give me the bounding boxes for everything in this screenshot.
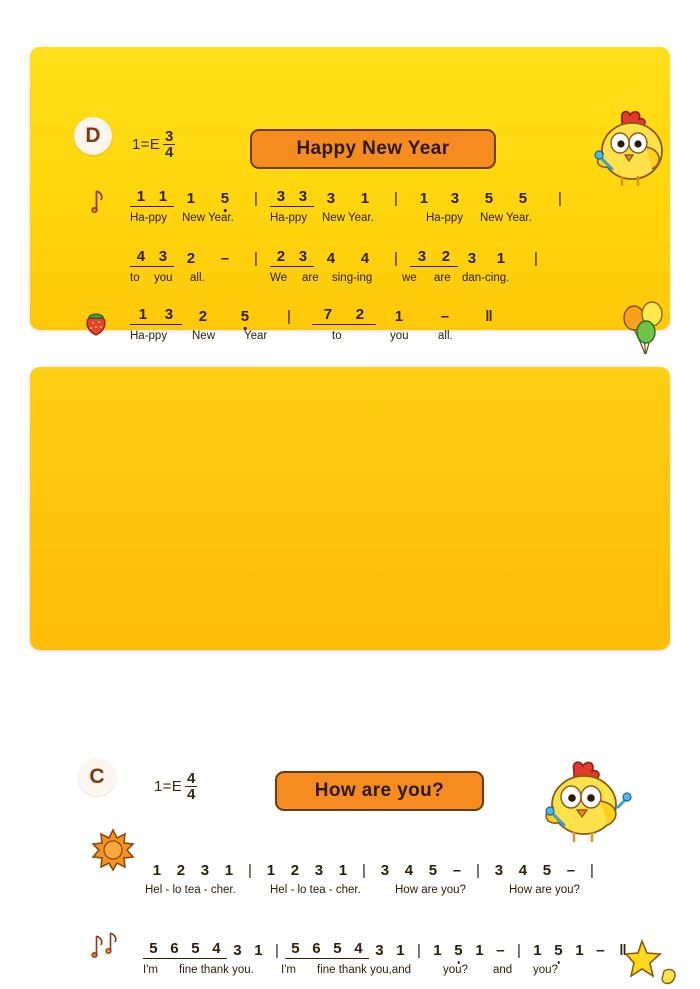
- lyric: New Year.: [480, 212, 532, 224]
- notation-row: [130, 247, 650, 284]
- barline: |: [253, 190, 259, 207]
- note: –: [496, 942, 505, 959]
- note: 4: [518, 862, 528, 879]
- song-title-happy-new-year: Happy New Year: [250, 129, 496, 169]
- barline: |: [475, 862, 481, 879]
- note: 5: [542, 862, 552, 879]
- lyric: you?: [443, 964, 468, 976]
- music-notes-icon: [88, 929, 122, 961]
- note: 5: [428, 862, 438, 879]
- strawberry-icon: [82, 309, 110, 337]
- note-line: [145, 859, 665, 879]
- note: 1: [152, 188, 174, 207]
- lyric: How are you?: [395, 884, 466, 896]
- lyric: to: [332, 330, 342, 342]
- time-signature-d: [132, 129, 175, 161]
- lyric: you: [390, 330, 409, 342]
- note: 1: [575, 942, 584, 959]
- note: 3: [326, 190, 336, 207]
- song-card-how-are-you: [30, 367, 670, 976]
- lyric: sing-ing: [332, 272, 373, 284]
- note: 3: [450, 190, 460, 207]
- lyric: Year: [244, 330, 268, 342]
- lyric: fine thank you.: [179, 964, 254, 976]
- note: –: [596, 942, 605, 959]
- note: 4: [348, 940, 369, 959]
- note: 3: [200, 862, 210, 879]
- note: 5: [448, 942, 469, 959]
- lyric: Hel - lo tea - cher.: [270, 884, 361, 896]
- lyric: Ha-ppy: [270, 212, 308, 224]
- time-denominator-c: 4: [187, 786, 196, 804]
- note: 3: [494, 862, 504, 879]
- barline: |: [416, 942, 422, 959]
- note: 2: [434, 248, 458, 267]
- time-numerator-d: 3: [165, 128, 174, 145]
- note: 4: [326, 250, 336, 267]
- note: 3: [375, 942, 384, 959]
- note: 5: [224, 308, 266, 325]
- lyric: you?: [533, 964, 558, 976]
- sun-icon: [92, 829, 134, 871]
- note: 7: [312, 306, 344, 325]
- time-numerator-c: 4: [187, 770, 196, 787]
- note: 3: [156, 306, 182, 325]
- barline: |: [274, 942, 280, 959]
- barline: |: [361, 862, 367, 879]
- lyric: Ha-ppy: [130, 330, 168, 342]
- song-title-how-are-you: How are you?: [275, 771, 484, 811]
- lyric: New Year.: [322, 212, 374, 224]
- end-barline: ‖: [619, 942, 625, 959]
- note: 4: [206, 940, 227, 959]
- notation-row: [145, 859, 665, 896]
- note: 2: [198, 308, 208, 325]
- note: –: [220, 250, 230, 267]
- lyric: all.: [438, 330, 453, 342]
- lyric: Ha-ppy: [426, 212, 464, 224]
- note: 3: [292, 188, 314, 207]
- time-denominator-d: 4: [165, 144, 174, 162]
- star-icon: [622, 937, 680, 989]
- chick-character-icon: [530, 757, 638, 845]
- lyric: we: [402, 272, 417, 284]
- lyric: to: [130, 272, 140, 284]
- note: –: [566, 862, 576, 879]
- lyric-line: [143, 964, 673, 976]
- note: 1: [419, 190, 429, 207]
- note: 2: [290, 862, 300, 879]
- note: 3: [233, 942, 242, 959]
- note: 3: [292, 248, 314, 267]
- note: 4: [404, 862, 414, 879]
- barline: |: [247, 862, 253, 879]
- note: 5: [548, 942, 569, 959]
- note: 3: [410, 248, 434, 267]
- note: 5: [285, 940, 306, 959]
- note: 1: [496, 250, 506, 267]
- note: 1: [152, 862, 162, 879]
- note: 1: [186, 190, 196, 207]
- key-prefix-d: 1=E: [132, 136, 161, 154]
- key-badge-c: C: [78, 758, 116, 796]
- note: 5: [484, 190, 494, 207]
- lyric: all.: [190, 272, 205, 284]
- lyric: dan-cing.: [462, 272, 510, 284]
- barline: |: [286, 308, 292, 325]
- note: 2: [270, 248, 292, 267]
- lyric: We: [270, 272, 288, 284]
- lyric: I'm: [143, 964, 158, 976]
- note: 5: [518, 190, 528, 207]
- lyric: are: [302, 272, 319, 284]
- lyric: New Year.: [182, 212, 234, 224]
- note: 1: [266, 862, 276, 879]
- note: 3: [152, 248, 174, 267]
- note: 3: [314, 862, 324, 879]
- lyric: I'm: [281, 964, 296, 976]
- eighth-note-icon: [85, 185, 109, 215]
- lyric-line: [130, 330, 650, 342]
- note: 1: [360, 190, 370, 207]
- note: 1: [130, 306, 156, 325]
- note: 2: [186, 250, 196, 267]
- key-badge-d: D: [74, 117, 112, 155]
- barline: |: [533, 250, 539, 267]
- barline: |: [516, 942, 522, 959]
- lyric: How are you?: [509, 884, 580, 896]
- note: 1: [475, 942, 484, 959]
- song-card-happy-new-year: [30, 47, 670, 342]
- note: 5: [143, 940, 164, 959]
- key-prefix-c: 1=E: [154, 778, 183, 796]
- notation-row: [143, 939, 673, 976]
- note: 1: [224, 862, 234, 879]
- note-line: [143, 939, 673, 959]
- note: 1: [533, 942, 542, 959]
- chick-character-icon: [582, 107, 674, 189]
- lyric: and: [493, 964, 513, 976]
- note: 6: [306, 940, 327, 959]
- note: 3: [380, 862, 390, 879]
- note: 1: [254, 942, 263, 959]
- note: –: [452, 862, 462, 879]
- note: 1: [394, 308, 404, 325]
- note-line: [130, 305, 650, 325]
- notation-row: [130, 305, 650, 342]
- lyric-line: [130, 272, 650, 284]
- lyric: are: [434, 272, 451, 284]
- lyric: you: [154, 272, 173, 284]
- barline: |: [393, 250, 399, 267]
- barline: |: [589, 862, 595, 879]
- note: 3: [467, 250, 477, 267]
- notation-row: [130, 187, 650, 224]
- note-line: [130, 187, 650, 207]
- note: 1: [433, 942, 442, 959]
- note: 1: [396, 942, 405, 959]
- barline: |: [393, 190, 399, 207]
- lyric: Hel - lo tea - cher.: [145, 884, 236, 896]
- lyric: New: [192, 330, 216, 342]
- note: 5: [208, 190, 242, 207]
- note: 5: [185, 940, 206, 959]
- barline: |: [253, 250, 259, 267]
- time-signature-c: [154, 771, 197, 803]
- note: –: [440, 308, 450, 325]
- lyric-line: [130, 212, 650, 224]
- lyric: Ha-ppy: [130, 212, 168, 224]
- note: 6: [164, 940, 185, 959]
- lyric-line: [145, 884, 665, 896]
- barline: |: [557, 190, 563, 207]
- note: 4: [360, 250, 370, 267]
- note: 3: [270, 188, 292, 207]
- note: 1: [338, 862, 348, 879]
- end-barline: ‖: [485, 308, 491, 325]
- note: 4: [130, 248, 152, 267]
- balloons-icon: [622, 302, 672, 358]
- note: 2: [344, 306, 376, 325]
- note: 2: [176, 862, 186, 879]
- note-line: [130, 247, 650, 267]
- note: 1: [130, 188, 152, 207]
- note: 5: [327, 940, 348, 959]
- lyric: fine thank you,and: [317, 964, 411, 976]
